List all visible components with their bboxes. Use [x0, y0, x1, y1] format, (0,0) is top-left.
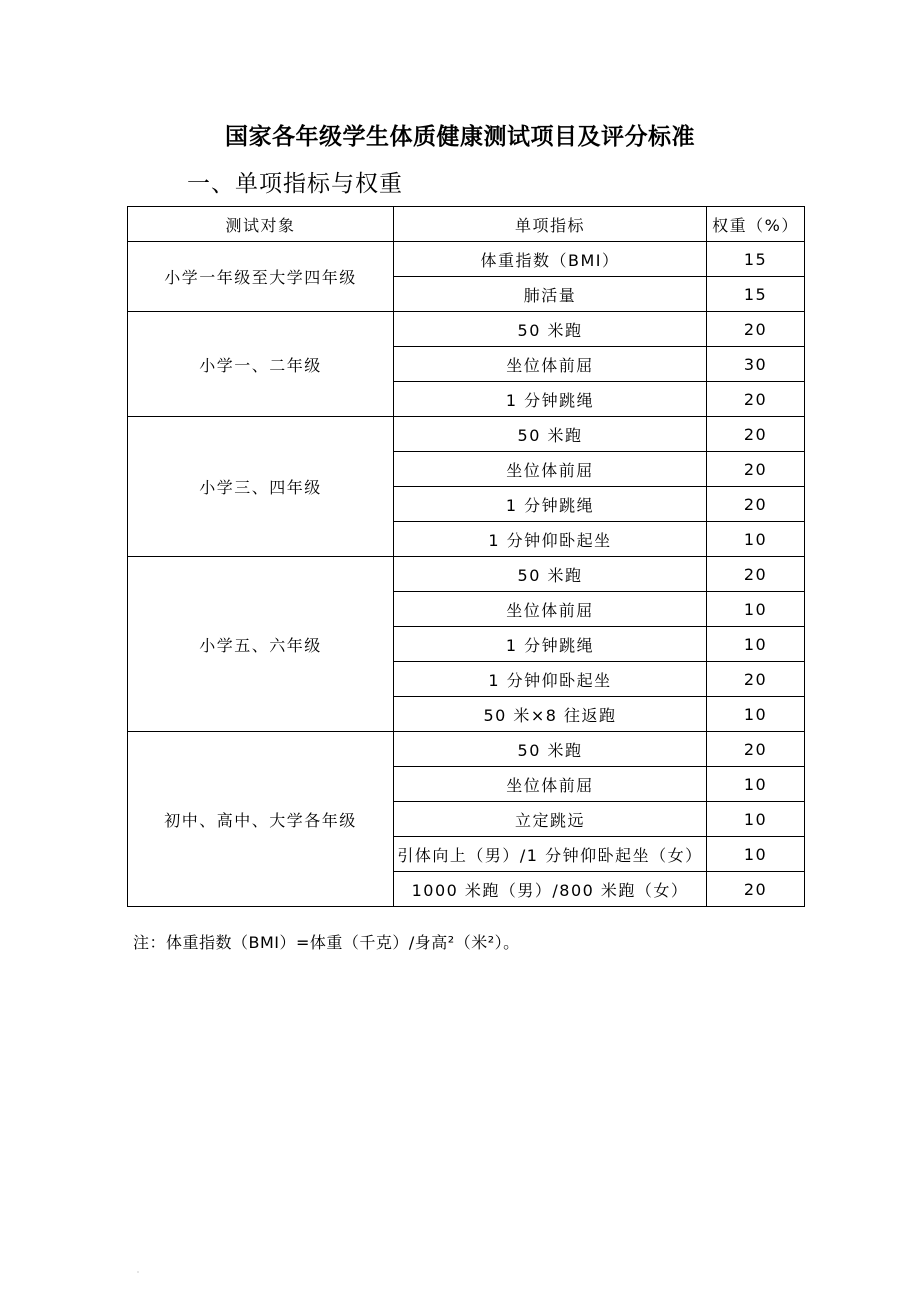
header-subject: 测试对象 — [128, 207, 394, 242]
subject-cell: 小学一年级至大学四年级 — [128, 242, 394, 312]
page-speck — [137, 1271, 139, 1273]
subject-cell: 小学五、六年级 — [128, 557, 394, 732]
weight-cell: 10 — [707, 802, 805, 837]
weight-cell: 15 — [707, 242, 805, 277]
weight-cell: 20 — [707, 662, 805, 697]
weight-cell: 10 — [707, 697, 805, 732]
table-row — [128, 732, 805, 767]
indicator-cell: 1 分钟跳绳 — [394, 627, 707, 662]
weights-table — [127, 206, 805, 907]
weight-cell: 20 — [707, 382, 805, 417]
table-row — [128, 242, 805, 277]
indicator-cell: 1 分钟仰卧起坐 — [394, 522, 707, 557]
indicator-cell: 1 分钟跳绳 — [394, 382, 707, 417]
bmi-note: 注：体重指数（BMI）=体重（千克）/身高²（米²）。 — [133, 933, 520, 952]
indicator-cell: 50 米跑 — [394, 557, 707, 592]
subject-cell: 小学三、四年级 — [128, 417, 394, 557]
weight-cell: 10 — [707, 767, 805, 802]
weight-cell: 20 — [707, 417, 805, 452]
weight-cell: 20 — [707, 312, 805, 347]
weight-cell: 10 — [707, 592, 805, 627]
weight-cell: 20 — [707, 872, 805, 907]
weight-cell: 20 — [707, 452, 805, 487]
indicator-cell: 50 米跑 — [394, 732, 707, 767]
table-header-row — [128, 207, 805, 242]
table-row — [128, 557, 805, 592]
subject-cell: 初中、高中、大学各年级 — [128, 732, 394, 907]
weight-cell: 10 — [707, 837, 805, 872]
indicator-cell: 引体向上（男）/1 分钟仰卧起坐（女） — [394, 837, 707, 872]
indicator-cell: 坐位体前屈 — [394, 767, 707, 802]
weight-cell: 15 — [707, 277, 805, 312]
indicator-cell: 体重指数（BMI） — [394, 242, 707, 277]
indicator-cell: 1 分钟仰卧起坐 — [394, 662, 707, 697]
document-title: 国家各年级学生体质健康测试项目及评分标准 — [225, 123, 695, 150]
indicator-cell: 坐位体前屈 — [394, 347, 707, 382]
indicator-cell: 1000 米跑（男）/800 米跑（女） — [394, 872, 707, 907]
weight-cell: 10 — [707, 522, 805, 557]
header-weight: 权重（%） — [707, 207, 805, 242]
header-indicator: 单项指标 — [394, 207, 707, 242]
indicator-cell: 肺活量 — [394, 277, 707, 312]
weight-cell: 10 — [707, 627, 805, 662]
weight-cell: 20 — [707, 487, 805, 522]
weight-cell: 30 — [707, 347, 805, 382]
indicator-cell: 1 分钟跳绳 — [394, 487, 707, 522]
indicator-cell: 50 米×8 往返跑 — [394, 697, 707, 732]
indicator-cell: 50 米跑 — [394, 417, 707, 452]
indicator-cell: 50 米跑 — [394, 312, 707, 347]
section-heading: 一、单项指标与权重 — [187, 171, 403, 197]
indicator-cell: 坐位体前屈 — [394, 452, 707, 487]
weight-cell: 20 — [707, 732, 805, 767]
indicator-cell: 立定跳远 — [394, 802, 707, 837]
table-row — [128, 417, 805, 452]
table-row — [128, 312, 805, 347]
weight-cell: 20 — [707, 557, 805, 592]
subject-cell: 小学一、二年级 — [128, 312, 394, 417]
indicator-cell: 坐位体前屈 — [394, 592, 707, 627]
